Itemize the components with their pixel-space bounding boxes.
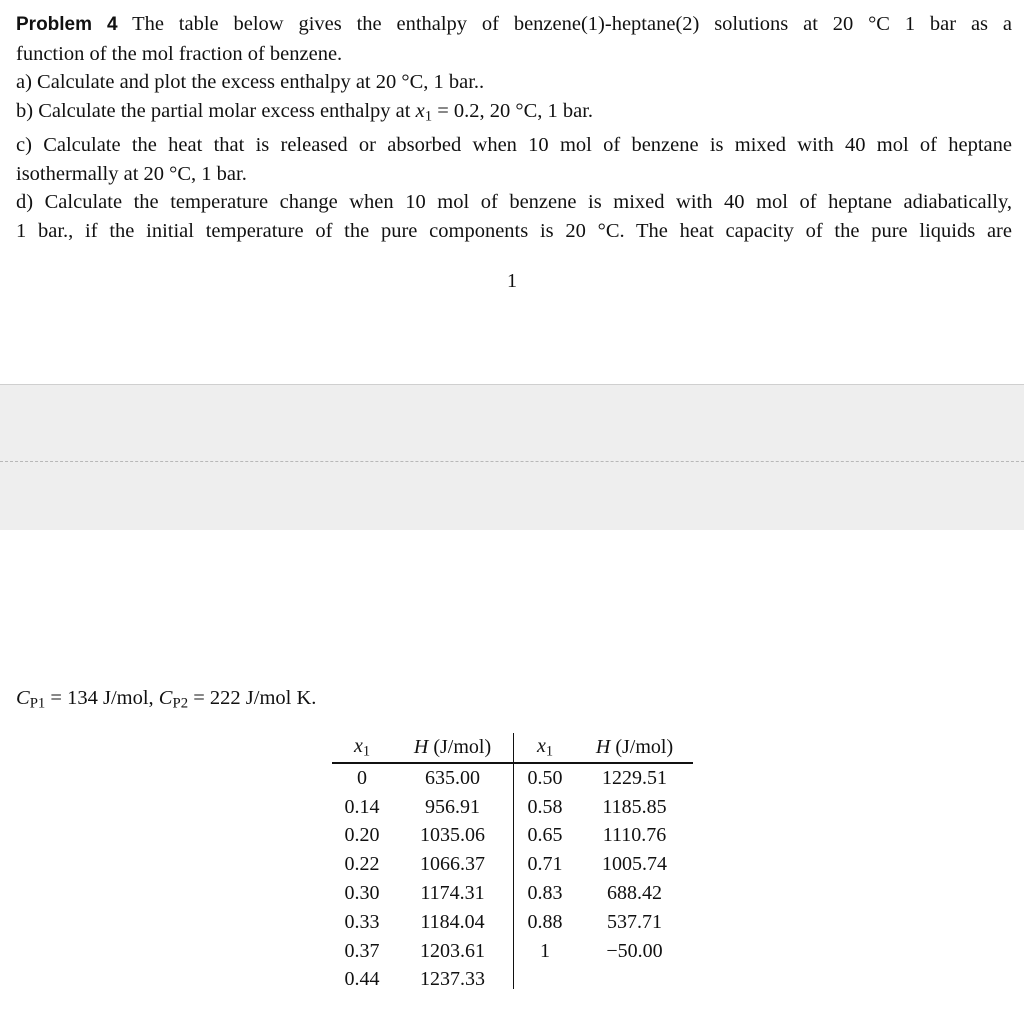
- cell-x-left: 0: [357, 766, 367, 789]
- cell-h-right: 537.71: [607, 910, 662, 933]
- cell-x-left: 0.37: [344, 939, 380, 962]
- cell-h-left: 1203.61: [392, 937, 514, 966]
- part-b-subscript: 1: [424, 108, 433, 125]
- cp2-value: = 222 J/mol K.: [188, 687, 317, 709]
- cp1-subscript: P1: [29, 695, 46, 712]
- cell-h-left: 1184.04: [392, 908, 514, 937]
- cell-x-left: 0.30: [344, 882, 380, 905]
- header-x-right: [514, 733, 577, 763]
- heat-capacity-line: [16, 684, 316, 718]
- cp1-symbol: C: [16, 687, 30, 709]
- cell-h-right: 688.42: [607, 882, 662, 905]
- cp1-value: = 134 J/mol,: [45, 687, 159, 709]
- header-h-right-symbol: H: [595, 736, 611, 758]
- problem-intro-line-1: [16, 10, 1012, 40]
- part-d-line-2: 1 bar., if the initial temperature of the pure components is 20 °C. The heat capacity of the pure liquids are: [16, 219, 1012, 242]
- cell-x-left: 0.33: [344, 910, 380, 933]
- header-h-right: [576, 733, 693, 763]
- cell-x-left: 0.44: [344, 968, 380, 989]
- header-h-left-unit: (J/mol): [428, 736, 492, 758]
- page-break-gap: [0, 384, 1024, 530]
- problem-intro-text-1: The table below gives the enthalpy of benzene(1)-heptane(2) solutions at 20 °C 1 bar as a: [132, 13, 1012, 35]
- problem-intro-line-2: function of the mol fraction of benzene.: [16, 42, 343, 65]
- table-header-row: [332, 733, 693, 763]
- cell-x-left: 0.22: [344, 853, 380, 876]
- cell-h-right: −50.00: [606, 939, 663, 962]
- page-number: 1: [507, 270, 517, 292]
- table-row: [332, 908, 693, 937]
- cell-h-right: 1185.85: [602, 795, 667, 818]
- cell-h-left: 635.00: [392, 763, 514, 793]
- table-row: [332, 966, 693, 989]
- cell-x-right: 0.83: [527, 882, 563, 905]
- cell-x-right: 0.71: [527, 853, 563, 876]
- cell-h-right: 1110.76: [602, 824, 667, 847]
- header-h-left: [392, 733, 514, 763]
- part-b: [16, 97, 1012, 131]
- table-row: [332, 937, 693, 966]
- problem-statement: [16, 10, 1012, 245]
- cell-h-right: 1229.51: [602, 766, 667, 789]
- cell-h-right: 1005.74: [602, 853, 667, 876]
- header-h-left-symbol: H: [413, 736, 429, 758]
- cell-x-right: 0.50: [527, 766, 563, 789]
- cell-x-right: 0.58: [527, 795, 563, 818]
- header-x-left: [332, 733, 392, 763]
- table-row: [332, 793, 693, 822]
- cell-h-left: 1237.33: [392, 966, 514, 989]
- cell-x-left: 0.20: [344, 824, 380, 847]
- cell-x-right: 0.65: [527, 824, 563, 847]
- cell-h-right: [576, 966, 693, 989]
- page-break-divider: [0, 461, 1024, 462]
- cell-h-left: 956.91: [392, 793, 514, 822]
- cell-h-left: 1035.06: [392, 822, 514, 851]
- enthalpy-table: [332, 733, 693, 989]
- cell-h-left: 1174.31: [392, 879, 514, 908]
- table-row: [332, 822, 693, 851]
- table-row: [332, 763, 693, 793]
- part-b-suffix: = 0.2, 20 °C, 1 bar.: [432, 99, 594, 122]
- part-b-variable: x: [415, 99, 425, 122]
- cp2-subscript: P2: [172, 695, 189, 712]
- cell-h-left: 1066.37: [392, 850, 514, 879]
- part-b-prefix: b) Calculate the partial molar excess enthalpy at: [16, 99, 416, 122]
- enthalpy-table-container: [332, 733, 694, 989]
- part-d-line-1: d) Calculate the temperature change when 10 mol of benzene is mixed with 40 mol of heptane adiabatically,: [16, 191, 1012, 214]
- header-x-right-subscript: 1: [545, 743, 554, 760]
- page-one: [0, 0, 1024, 385]
- cell-x-left: 0.14: [344, 795, 380, 818]
- header-x-left-symbol: x: [353, 734, 363, 757]
- header-x-right-symbol: x: [536, 734, 546, 757]
- part-a: a) Calculate and plot the excess enthalpy at 20 °C, 1 bar..: [16, 71, 485, 94]
- problem-heading: Problem 4: [16, 14, 118, 35]
- cell-x-right: [514, 966, 577, 989]
- cell-x-right: 1: [540, 939, 550, 962]
- header-x-left-subscript: 1: [362, 743, 371, 760]
- part-c-line-2: isothermally at 20 °C, 1 bar.: [16, 162, 247, 185]
- table-row: [332, 879, 693, 908]
- cell-x-right: 0.88: [527, 910, 563, 933]
- header-h-right-unit: (J/mol): [610, 736, 674, 758]
- table-row: [332, 850, 693, 879]
- part-c-line-1: c) Calculate the heat that is released or absorbed when 10 mol of benzene is mixed with 40 mol of heptane: [16, 134, 1012, 157]
- cp2-symbol: C: [158, 687, 173, 709]
